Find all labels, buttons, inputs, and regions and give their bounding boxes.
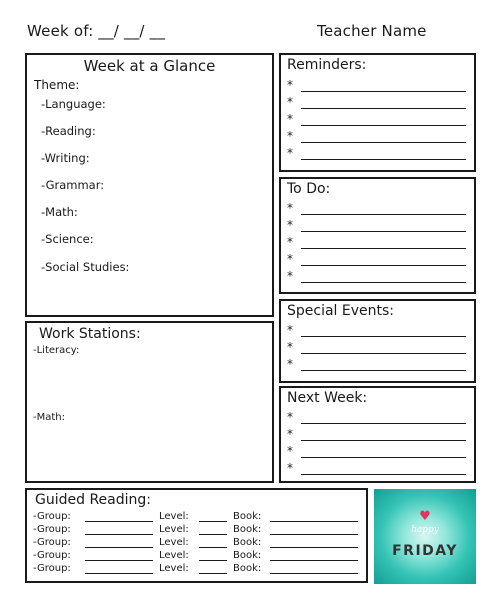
reminder-line[interactable] — [287, 131, 468, 143]
group-label: -Group: — [33, 537, 71, 548]
reminder-line[interactable] — [287, 97, 468, 109]
to-do-line[interactable] — [287, 237, 468, 249]
subject-reading: -Reading: — [41, 124, 96, 138]
bullet-star-icon: * — [287, 410, 293, 424]
guided-reading-row[interactable] — [33, 511, 363, 523]
level-label: Level: — [159, 550, 189, 561]
teacher-name-label: Teacher Name — [317, 22, 427, 40]
bullet-star-icon: * — [287, 129, 293, 143]
next-week-line[interactable] — [287, 429, 468, 441]
level-label: Level: — [159, 511, 189, 522]
guided-reading-row[interactable] — [33, 537, 363, 549]
book-label: Book: — [233, 537, 262, 548]
subject-writing: -Writing: — [41, 151, 90, 165]
subject-language: -Language: — [41, 97, 106, 111]
special-events-line[interactable] — [287, 359, 468, 371]
subject-science: -Science: — [41, 232, 94, 246]
to-do-line[interactable] — [287, 254, 468, 266]
week-at-a-glance-box — [25, 53, 274, 317]
bullet-star-icon: * — [287, 218, 293, 232]
reminder-line[interactable] — [287, 148, 468, 160]
next-week-line[interactable] — [287, 446, 468, 458]
bullet-star-icon: * — [287, 78, 293, 92]
heart-icon: ♥ — [419, 509, 431, 524]
to-do-line[interactable] — [287, 220, 468, 232]
bullet-star-icon: * — [287, 252, 293, 266]
theme-label: Theme: — [34, 78, 80, 92]
week-of-label: Week of: __/ __/ __ — [27, 22, 166, 40]
book-label: Book: — [233, 563, 262, 574]
bullet-star-icon: * — [287, 427, 293, 441]
next-week-title: Next Week: — [287, 390, 368, 406]
reminder-line[interactable] — [287, 80, 468, 92]
group-label: -Group: — [33, 511, 71, 522]
level-label: Level: — [159, 537, 189, 548]
special-events-box — [279, 299, 476, 383]
reminders-box — [279, 53, 476, 172]
guided-reading-box — [25, 488, 368, 583]
bullet-star-icon: * — [287, 112, 293, 126]
bullet-star-icon: * — [287, 323, 293, 337]
book-label: Book: — [233, 550, 262, 561]
group-label: -Group: — [33, 550, 71, 561]
guided-reading-row[interactable] — [33, 563, 363, 575]
level-label: Level: — [159, 563, 189, 574]
bullet-star-icon: * — [287, 95, 293, 109]
happy-text: happy — [411, 525, 439, 535]
work-stations-title: Work Stations: — [39, 326, 141, 342]
book-label: Book: — [233, 524, 262, 535]
level-label: Level: — [159, 524, 189, 535]
guided-reading-title: Guided Reading: — [35, 492, 151, 508]
next-week-line[interactable] — [287, 412, 468, 424]
book-label: Book: — [233, 511, 262, 522]
subject-grammar: -Grammar: — [41, 178, 105, 192]
bullet-star-icon: * — [287, 146, 293, 160]
to-do-line[interactable] — [287, 271, 468, 283]
special-events-line[interactable] — [287, 325, 468, 337]
bullet-star-icon: * — [287, 201, 293, 215]
bullet-star-icon: * — [287, 340, 293, 354]
next-week-line[interactable] — [287, 463, 468, 475]
group-label: -Group: — [33, 524, 71, 535]
bullet-star-icon: * — [287, 444, 293, 458]
friday-text: FRIDAY — [392, 543, 458, 559]
to-do-line[interactable] — [287, 203, 468, 215]
week-at-a-glance-title: Week at a Glance — [83, 57, 216, 75]
bullet-star-icon: * — [287, 235, 293, 249]
happy-friday-image — [374, 489, 476, 584]
reminder-line[interactable] — [287, 114, 468, 126]
station-math: -Math: — [33, 412, 65, 423]
special-events-line[interactable] — [287, 342, 468, 354]
guided-reading-row[interactable] — [33, 524, 363, 536]
work-stations-box — [25, 321, 274, 483]
to-do-title: To Do: — [287, 181, 331, 197]
subject-social-studies: -Social Studies: — [41, 260, 130, 274]
guided-reading-row[interactable] — [33, 550, 363, 562]
to-do-box — [279, 177, 476, 294]
subject-math: -Math: — [41, 205, 78, 219]
bullet-star-icon: * — [287, 461, 293, 475]
next-week-box — [279, 386, 476, 483]
bullet-star-icon: * — [287, 269, 293, 283]
bullet-star-icon: * — [287, 357, 293, 371]
station-literacy: -Literacy: — [33, 345, 80, 356]
reminders-title: Reminders: — [287, 57, 367, 73]
group-label: -Group: — [33, 563, 71, 574]
special-events-title: Special Events: — [287, 303, 395, 319]
